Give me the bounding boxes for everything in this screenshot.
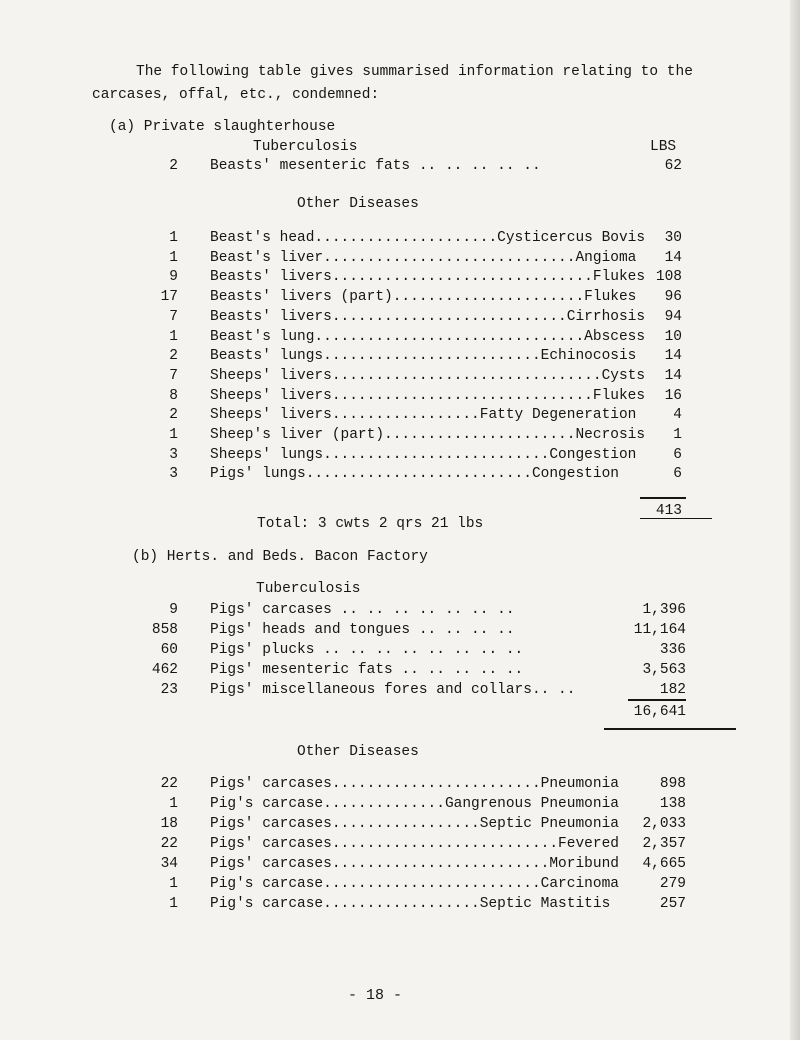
table-row [0, 157, 800, 177]
row-description: Beast's liver.............................Angioma [210, 249, 637, 266]
table-row [0, 895, 800, 915]
row-count: 7 [169, 367, 178, 384]
table-row [0, 855, 800, 875]
section-a-other-heading: Other Diseases [297, 196, 419, 212]
row-lbs: 1 [673, 427, 682, 443]
table-row [0, 229, 800, 249]
tb-total-rule [628, 699, 686, 701]
row-description: Pigs' miscellaneous fores and collars.. .. [210, 682, 576, 698]
row-description: Pigs' heads and tongues .. .. .. .. [210, 622, 515, 638]
intro-line-2: carcases, offal, etc., condemned: [92, 87, 380, 103]
row-description: Pigs' carcases..........................Fevered [210, 836, 619, 852]
row-count: 17 [160, 289, 178, 306]
row-count: 1 [169, 328, 178, 345]
row-description: Beasts' mesenteric fats .. .. .. .. .. [210, 158, 541, 174]
row-description: Sheeps' livers.................Fatty Degeneration [210, 407, 637, 424]
page-edge-shadow [790, 0, 800, 1040]
row-description: Pigs' carcases .. .. .. .. .. .. .. [210, 602, 515, 618]
table-row [0, 406, 800, 426]
row-count: 1 [169, 796, 178, 812]
section-a-subtotal: 413 [655, 503, 682, 519]
row-description: Pigs' plucks .. .. .. .. .. .. .. .. [210, 642, 524, 658]
table-row [0, 775, 800, 795]
row-count: 462 [151, 662, 178, 678]
subtotal-rule [640, 497, 686, 499]
row-count: 2 [169, 348, 178, 365]
row-lbs: 108 [655, 269, 682, 286]
row-lbs: 1,396 [642, 602, 686, 618]
section-a-heading: (a) Private slaughterhouse [109, 119, 336, 135]
row-lbs: 6 [673, 466, 682, 483]
row-lbs: 279 [659, 876, 686, 892]
row-lbs: 14 [664, 367, 682, 384]
row-description: Sheep's liver (part)......................Necrosis [210, 427, 646, 443]
section-a-tb-heading: Tuberculosis [253, 139, 358, 155]
table-row [0, 795, 800, 815]
subtotal-underline [640, 518, 712, 519]
table-row [0, 426, 800, 446]
row-count: 60 [160, 642, 178, 658]
section-a-total: Total: 3 cwts 2 qrs 21 lbs [257, 516, 484, 532]
row-description: Beasts' livers...........................Cirrhosis [210, 308, 646, 325]
unit-heading: LBS [650, 139, 677, 155]
row-lbs: 336 [659, 642, 686, 658]
row-count: 1 [169, 876, 178, 892]
table-row [0, 601, 800, 621]
row-count: 9 [169, 269, 178, 286]
row-lbs: 6 [673, 446, 682, 463]
table-row [0, 875, 800, 895]
row-lbs: 96 [664, 289, 682, 306]
row-count: 1 [169, 249, 178, 266]
row-description: Beasts' livers (part)......................Flukes [210, 289, 637, 306]
row-description: Pigs' carcases........................Pneumonia [210, 776, 619, 792]
intro-line-1: The following table gives summarised information relating to the [136, 64, 693, 80]
section-b-tb-total: 16,641 [633, 704, 686, 720]
table-row [0, 308, 800, 328]
row-count: 1 [169, 230, 178, 246]
page-number: - 18 - [348, 987, 403, 1004]
section-b-heading: (b) Herts. and Beds. Bacon Factory [132, 549, 428, 565]
row-lbs: 2,357 [642, 836, 686, 852]
table-row [0, 387, 800, 407]
table-row [0, 347, 800, 367]
table-row [0, 835, 800, 855]
row-lbs: 30 [664, 230, 682, 246]
table-row [0, 641, 800, 661]
table-row [0, 288, 800, 308]
row-description: Pigs' carcases.........................Moribund [210, 856, 619, 872]
table-row [0, 621, 800, 641]
row-lbs: 11,164 [633, 622, 686, 638]
row-description: Beasts' livers..............................Flukes [210, 269, 646, 286]
row-count: 2 [169, 407, 178, 424]
row-description: Pig's carcase.........................Carcinoma [210, 876, 619, 892]
table-row [0, 268, 800, 288]
row-lbs: 257 [659, 896, 686, 912]
row-count: 22 [160, 776, 178, 792]
row-description: Pigs' lungs..........................Congestion [210, 466, 619, 483]
table-row [0, 815, 800, 835]
row-count: 1 [169, 427, 178, 443]
section-b-other-heading: Other Diseases [297, 744, 419, 760]
row-count: 3 [169, 446, 178, 463]
row-lbs: 3,563 [642, 662, 686, 678]
row-count: 9 [169, 602, 178, 618]
row-description: Pig's carcase..............Gangrenous Pneumonia [210, 796, 619, 812]
row-count: 23 [160, 682, 178, 698]
row-lbs: 14 [664, 249, 682, 266]
row-count: 18 [160, 816, 178, 832]
row-lbs: 4 [673, 407, 682, 424]
row-count: 22 [160, 836, 178, 852]
row-description: Sheeps' livers...............................Cysts [210, 367, 646, 384]
row-lbs: 94 [664, 308, 682, 325]
row-lbs: 4,665 [642, 856, 686, 872]
row-lbs: 898 [659, 776, 686, 792]
row-description: Sheeps' lungs..........................Congestion [210, 446, 637, 463]
row-description: Pigs' carcases.................Septic Pneumonia [210, 816, 619, 832]
section-b-tb-heading: Tuberculosis [256, 581, 361, 597]
tb-total-underline [604, 728, 736, 730]
row-lbs: 182 [659, 682, 686, 698]
row-count: 7 [169, 308, 178, 325]
row-description: Pigs' mesenteric fats .. .. .. .. .. [210, 662, 524, 678]
table-row [0, 446, 800, 466]
row-count: 34 [160, 856, 178, 872]
row-count: 3 [169, 466, 178, 483]
row-description: Beast's lung...............................Abscess [210, 328, 646, 345]
row-lbs: 2,033 [642, 816, 686, 832]
row-lbs: 14 [664, 348, 682, 365]
row-lbs: 16 [664, 387, 682, 404]
table-row [0, 661, 800, 681]
row-lbs: 62 [664, 158, 682, 174]
row-lbs: 138 [659, 796, 686, 812]
row-description: Beasts' lungs.........................Echinocosis [210, 348, 637, 365]
row-count: 2 [169, 158, 178, 174]
row-count: 1 [169, 896, 178, 912]
table-row [0, 249, 800, 269]
table-row [0, 465, 800, 485]
row-description: Sheeps' livers..............................Flukes [210, 387, 646, 404]
table-row [0, 681, 800, 701]
row-description: Beast's head.....................Cysticercus Bovis [210, 230, 646, 246]
table-row [0, 328, 800, 348]
row-description: Pig's carcase..................Septic Mastitis [210, 896, 611, 912]
row-lbs: 10 [664, 328, 682, 345]
row-count: 858 [151, 622, 178, 638]
table-row [0, 367, 800, 387]
row-count: 8 [169, 387, 178, 404]
